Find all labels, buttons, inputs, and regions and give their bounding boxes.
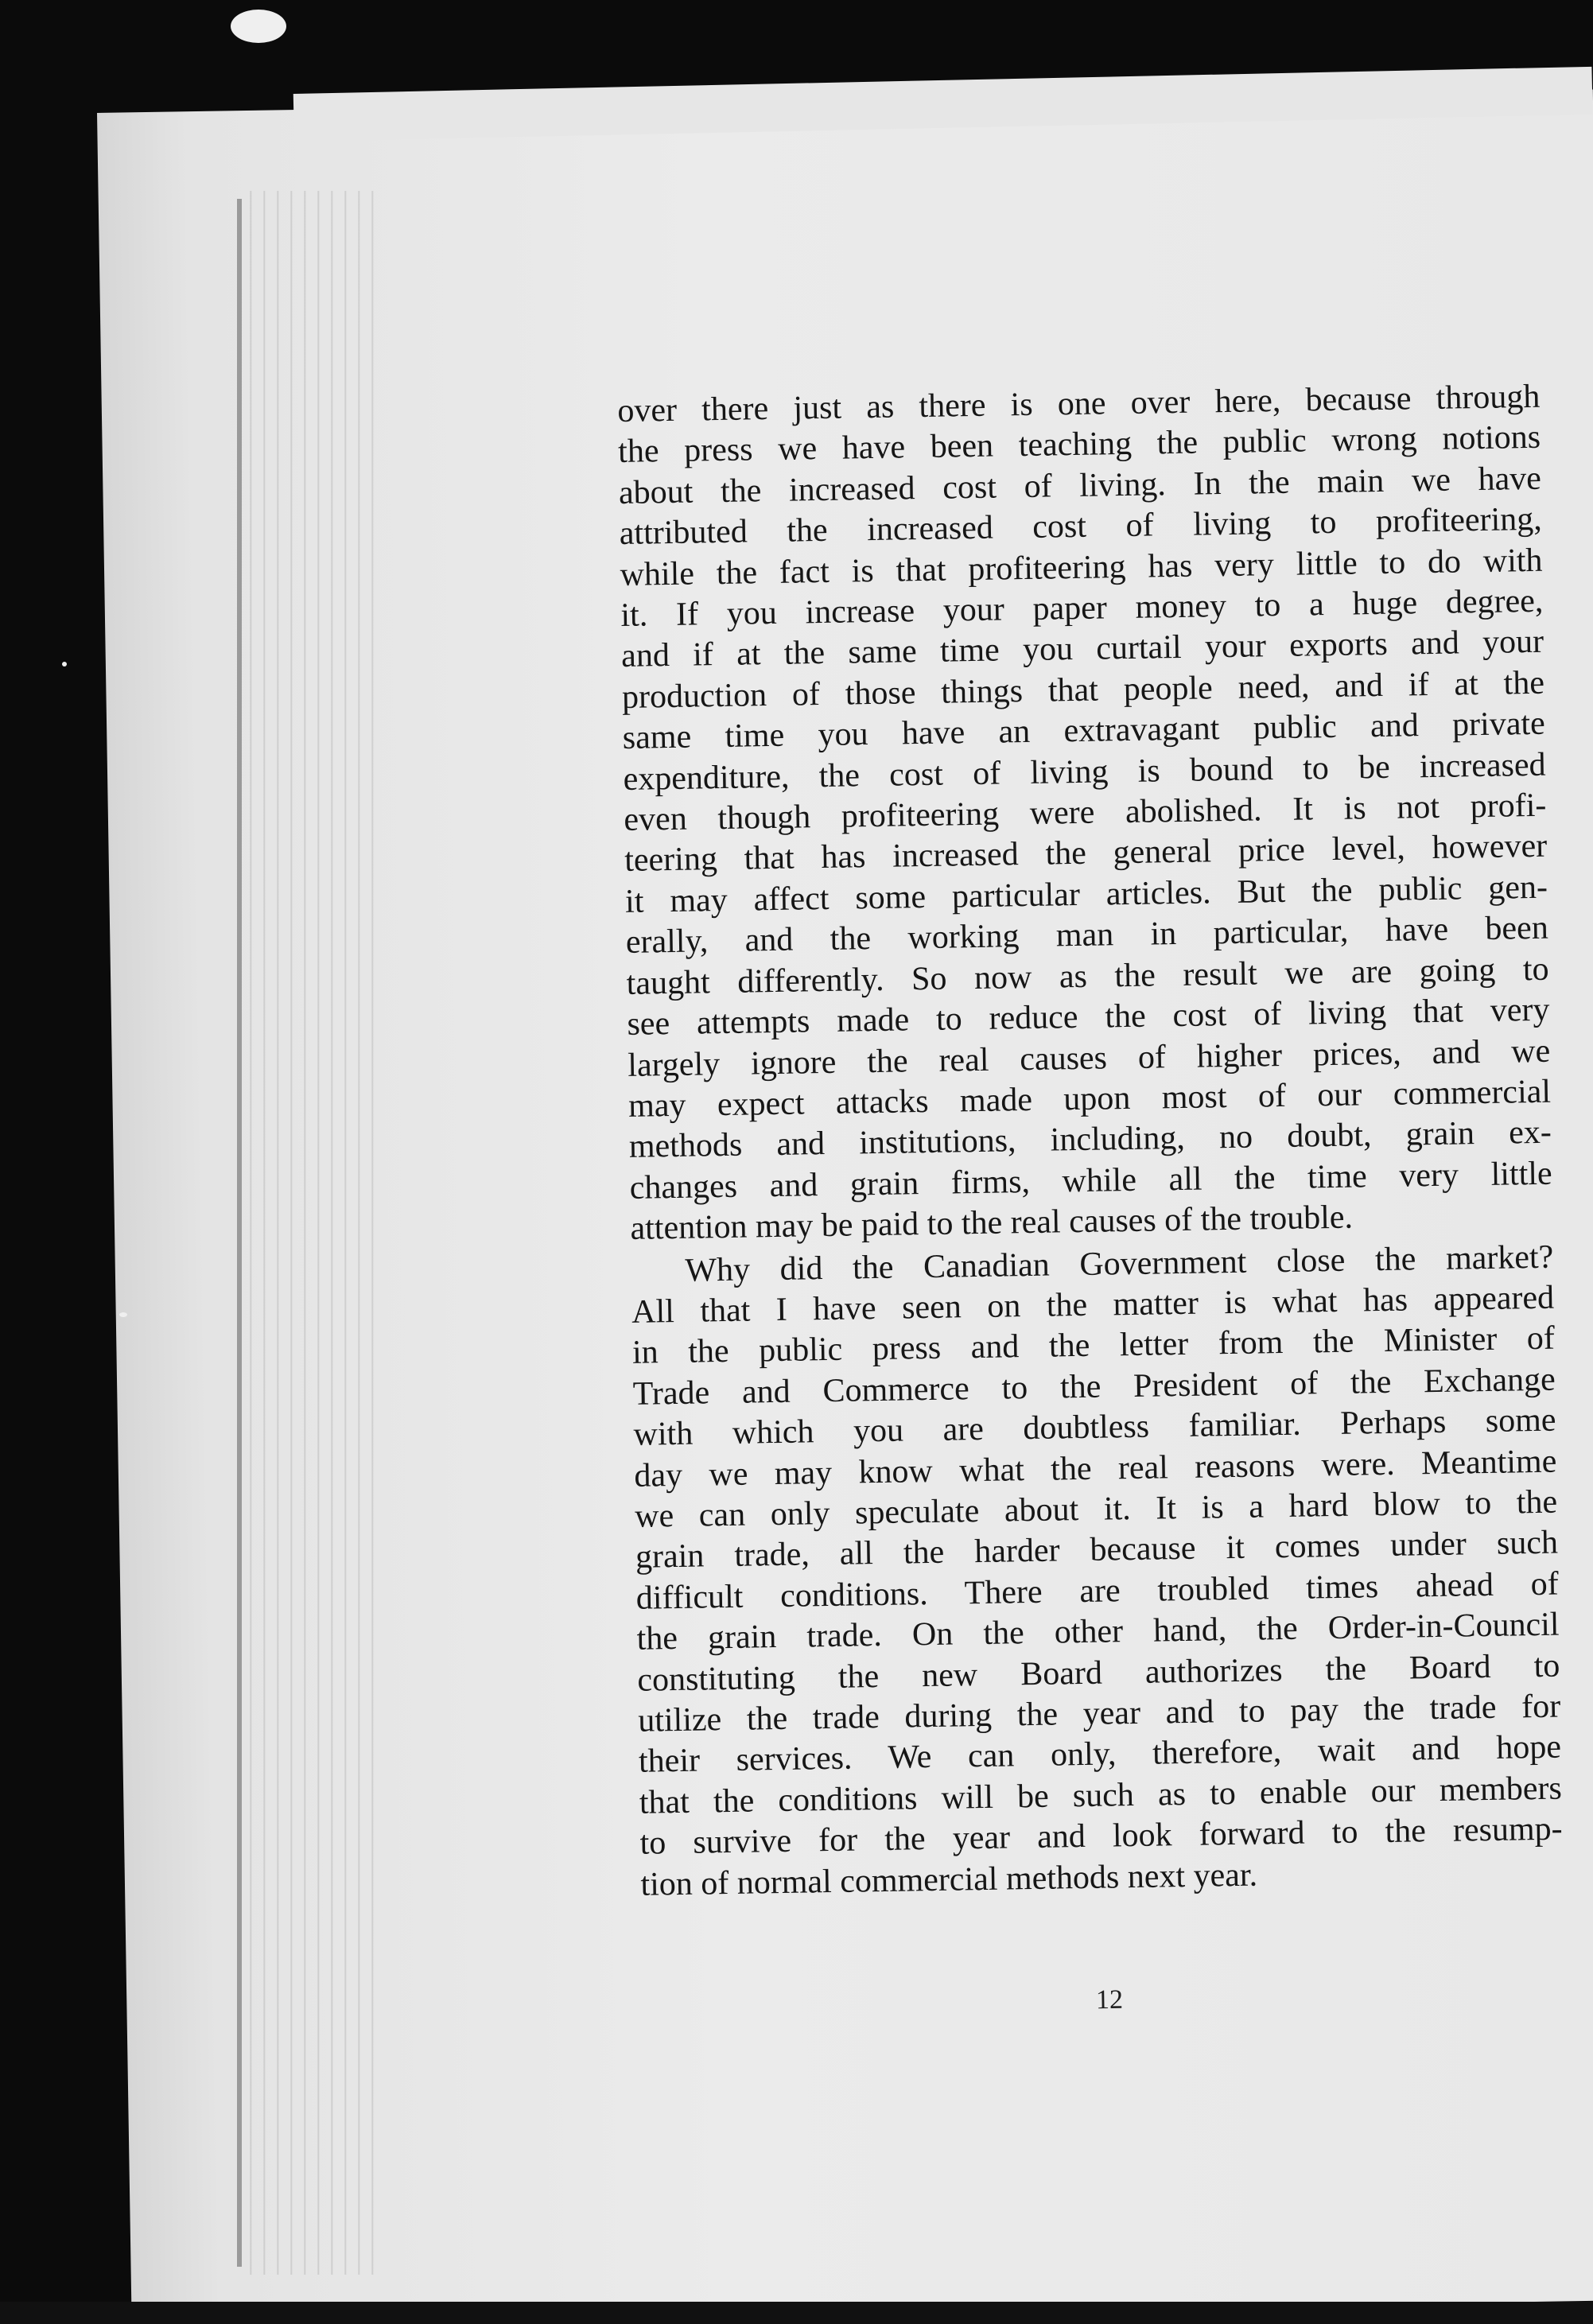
text-line: changes and grain firms, while all the time very little — [629, 1155, 1552, 1207]
scan-bottom-edge — [0, 2302, 1593, 2324]
text-line: production of those things that people need, and if at the — [621, 664, 1545, 716]
text-line: constituting the new Board authorizes the Board to — [637, 1647, 1560, 1699]
text-line: tion of normal commercial methods next year. — [640, 1856, 1258, 1903]
text-line: difficult conditions. There are troubled times ahead of — [635, 1565, 1560, 1617]
page-number: 12 — [1095, 1984, 1124, 2015]
text-line: and if at the same time you curtail your exports and your — [620, 624, 1544, 675]
page-edges-stack — [239, 191, 374, 2275]
text-line: Why did the Canadian Government close the market? — [685, 1238, 1554, 1289]
text-line: may expect attacks made upon most of our commercial — [627, 1073, 1552, 1125]
text-line: with which you are doubtless familiar. Perhaps some — [633, 1401, 1556, 1453]
scan-speck — [62, 662, 67, 666]
scan-speck — [231, 10, 286, 43]
text-block — [617, 377, 1564, 1906]
text-line: the grain trade. On the other hand, the Order-in-Council — [636, 1606, 1560, 1658]
text-line: over there just as there is one over here, because through — [617, 378, 1541, 429]
scan-speck — [119, 1312, 127, 1317]
text-line: about the increased cost of living. In the main we have — [618, 460, 1542, 511]
text-line: same time you have an extravagant public and private — [622, 705, 1546, 757]
text-line: grain trade, all the harder because it comes under such — [635, 1524, 1559, 1576]
text-line: their services. We can only, therefore, wait and hope — [638, 1728, 1562, 1781]
text-line: while the fact is that profiteering has very little to do with — [620, 542, 1543, 593]
text-line: even though profiteering were abolished. It is not profi- — [624, 787, 1547, 838]
text-line: expenditure, the cost of living is bound to be increased — [623, 746, 1546, 798]
text-line: we can only speculate about it. It is a hard blow to the — [634, 1483, 1558, 1535]
text-line: attention may be paid to the real causes of the trouble. — [630, 1199, 1354, 1247]
text-line: it may affect some particular articles. But the public gen- — [624, 869, 1548, 920]
text-line: in the public press and the letter from the Minister of — [631, 1319, 1556, 1372]
text-line: teering that has increased the general price level, however — [624, 828, 1548, 880]
text-line: largely ignore the real causes of higher prices, and we — [627, 1032, 1551, 1084]
text-line: see attempts made to reduce the cost of living that very — [627, 991, 1550, 1043]
text-line: erally, and the working man in particular, have been — [625, 909, 1549, 962]
text-line: Trade and Commerce to the President of the Exchange — [632, 1361, 1556, 1413]
text-line: the press we have been teaching the public wrong notions — [617, 419, 1541, 471]
text-line: taught differently. So now as the result we are going to — [626, 950, 1549, 1002]
text-line: to survive for the year and look forward to the resump- — [639, 1810, 1563, 1862]
paragraph-2 — [631, 1237, 1564, 1906]
text-line: methods and institutions, including, no doubt, grain ex- — [628, 1113, 1552, 1166]
text-line: it. If you increase your paper money to a huge degree, — [620, 582, 1544, 634]
paragraph-1 — [617, 377, 1553, 1250]
text-line: utilize the trade during the year and to pay the trade for — [637, 1688, 1561, 1739]
text-line: All that I have seen on the matter is what has appeared — [631, 1279, 1555, 1331]
text-line: attributed the increased cost of living to profiteering, — [619, 500, 1543, 553]
text-line: day we may know what the real reasons were. Meantime — [634, 1443, 1557, 1494]
text-line: that the conditions will be such as to enable our members — [639, 1770, 1563, 1821]
